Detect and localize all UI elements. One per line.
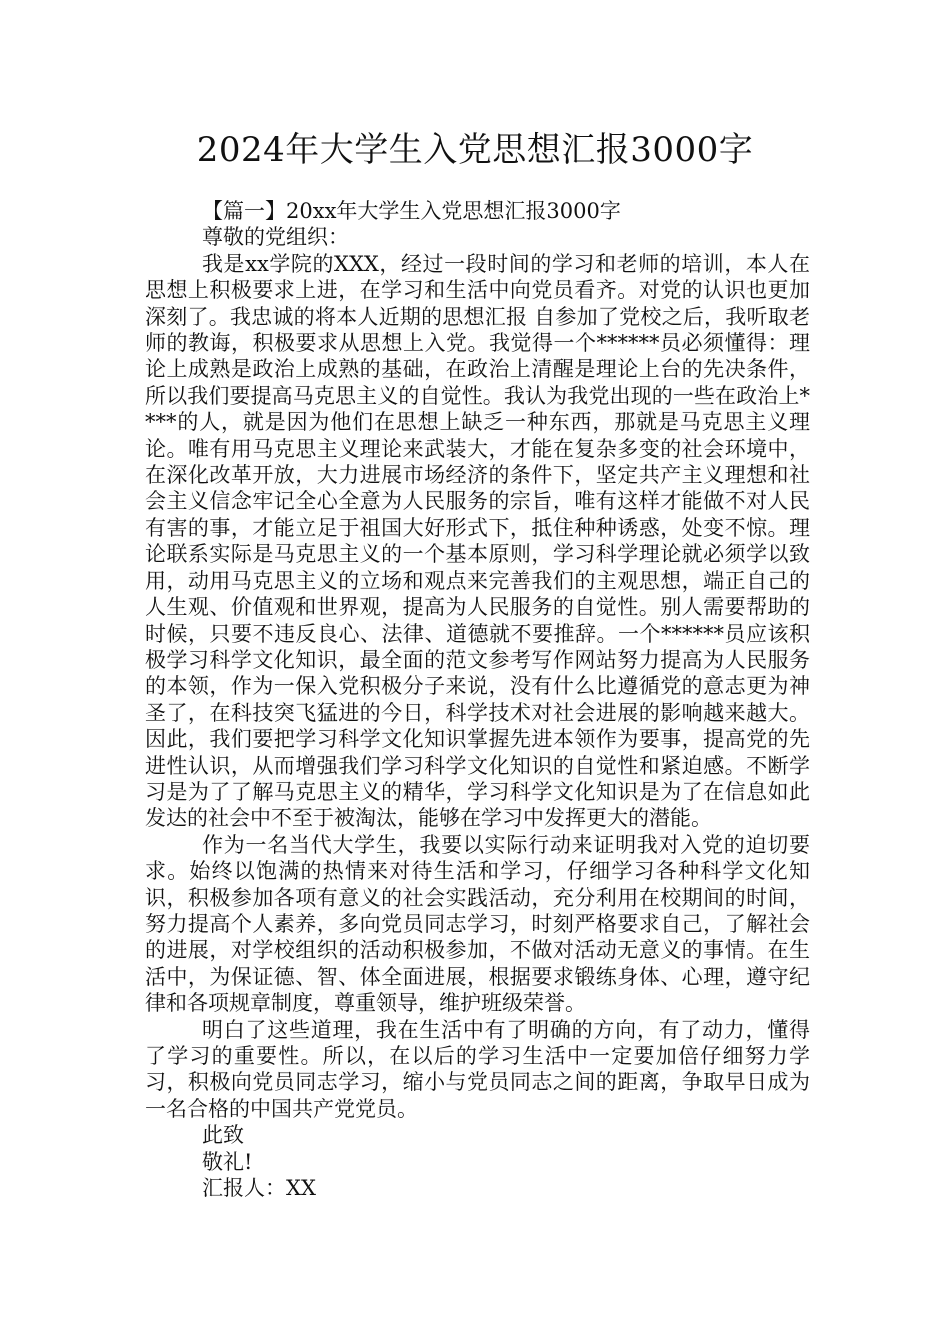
signature-line: 汇报人：XX [202,1176,316,1201]
regards-line: 敬礼! [202,1149,253,1174]
salutation: 尊敬的党组织： [202,225,349,250]
paragraph-3: 明白了这些道理，我在生活中有了明确的方向，有了动力，懂得了学习的重要性。所以，在以后的学习生活中一定要加倍仔细努力学习，积极向党员同志学习，缩小与党员同志之间的距离，争取早日成为一名合格的中国共产党党员。 [145,1017,810,1121]
document-body [145,198,810,1201]
section-heading: 【篇一】20xx年大学生入党思想汇报3000字 [202,199,621,223]
paragraph-2: 作为一名当代大学生，我要以实际行动来证明我对入党的迫切要求。始终以饱满的热情来对待生活和学习，仔细学习各种科学文化知识，积极参加各项有意义的社会实践活动，充分利用在校期间的时间，努力提高个人素养，多向党员同志学习，时刻严格要求自己，了解社会的进展，对学校组织的活动积极参加，不做对活动无意义的事情。在生活中，为保证德、智、体全面进展，根据要求锻练身体、心理，遵守纪律和各项规章制度，尊重领导，维护班级荣誉。 [145,832,810,1016]
document-title: 2024年大学生入党思想汇报3000字 [196,130,754,170]
closing-line: 此致 [202,1123,244,1148]
paragraph-1: 我是xx学院的XXX，经过一段时间的学习和老师的培训，本人在思想上积极要求上进，在学习和生活中向党员看齐。对党的认识也更加深刻了。我忠诚的将本人近期的思想汇报 自参加了党校之后，我听取老师的教诲，积极要求从思想上入党。我觉得一个******员必须懂得：理论上成熟是政治上成熟的基础，在政治上清醒是理论上台的先决条件，所以我们要提高马克思主义的自觉性。我认为我党出现的一些在政治上****的人，就是因为他们在思想上缺乏一种东西，那就是马克思主义理论。唯有用马克思主义理论来武装大，才能在复杂多变的社会环境中，在深化改革开放，大力进展市场经济的条件下，坚定共产主义理想和社会主义信念牢记全心全意为人民服务的宗旨，唯有这样才能做不对人民有害的事，才能立足于祖国大好形式下，抵住种种诱惑，处变不惊。理论联系实际是马克思主义的一个基本原则，学习科学理论就必须学以致用，动用马克思主义的立场和观点来完善我们的主观思想，端正自己的人生观、价值观和世界观，提高为人民服务的自觉性。别人需要帮助的时候，只要不违反良心、法律、道德就不要推辞。一个******员应该积极学习科学文化知识，最全面的范文参考写作网站努力提高为人民服务的本领，作为一保入党积极分子来说，没有什么比遵循党的意志更为神圣了，在科技突飞猛进的今日，科学技术对社会进展的影响越来越大。因此，我们要把学习科学文化知识掌握先进本领作为要事，提高党的先进性认识，从而增强我们学习科学文化知识的自觉性和紧迫感。不断学习是为了了解马克思主义的精华，学习科学文化知识是为了在信息如此发达的社会中不至于被淘汰，能够在学习中发挥更大的潜能。 [145,251,810,831]
